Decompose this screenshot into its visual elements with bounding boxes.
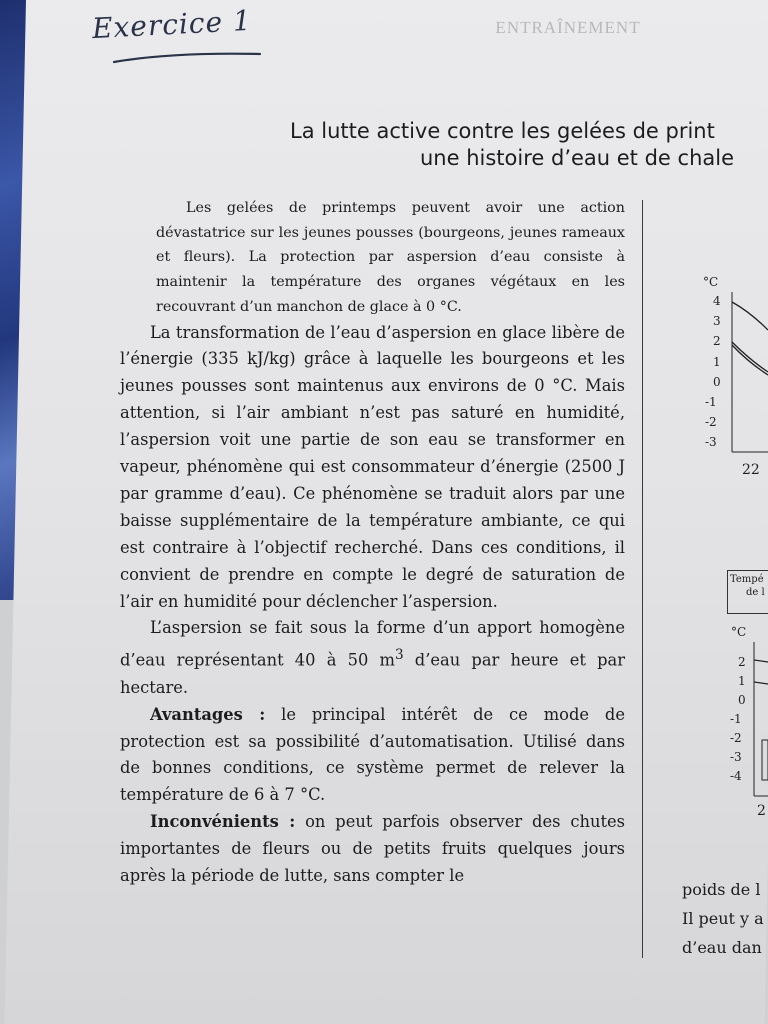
graph2-y-tick-5: -3 — [730, 750, 742, 764]
avantages-label: Avantages : — [150, 704, 266, 724]
paragraph-intro: Les gelées de printemps peuvent avoir une action dévastatrice sur les jeunes pousses (bourgeons, jeunes rameaux et fleurs). La protection par aspersion d’eau consiste à maintenir la température des organes végétaux en les recouvrant d’un manchon de glace à 0 °C. — [156, 200, 625, 315]
graph2-x-tick: 2 — [757, 803, 766, 819]
right-text-line-1: poids de l — [682, 880, 761, 899]
right-column-fragment — [645, 0, 768, 1024]
graph1-y-tick-4: 0 — [713, 374, 721, 389]
title-line-2: une histoire d’eau et de chale — [420, 146, 734, 170]
graph2-unit: °C — [731, 625, 747, 639]
inconvenients-text: on peut parfois observer des chutes importantes de fleurs ou de petits fruits quelques jours après la période de lutte, sans compter le — [120, 812, 625, 886]
handwritten-underline — [112, 48, 262, 66]
graph1-x-tick: 22 — [742, 462, 760, 478]
title-line-1: La lutte active contre les gelées de print — [290, 119, 715, 143]
graph1-y-tick-0: 4 — [713, 294, 721, 308]
right-text-line-3: d’eau dan — [682, 938, 762, 957]
graph2-y-tick-6: -4 — [730, 769, 742, 783]
paragraph-aspersion — [120, 615, 625, 701]
inconvenients-label: Inconvénients : — [150, 812, 296, 832]
graph2-plot — [645, 600, 768, 810]
graph2-y-tick-4: -2 — [730, 731, 742, 745]
paragraph-avantages — [120, 702, 625, 810]
graph1-y-tick-7: -3 — [705, 435, 717, 450]
graph1-y-tick-1: 3 — [713, 314, 721, 329]
handwritten-heading: Exercice 1 — [91, 3, 253, 46]
graph2-y-tick-0: 2 — [738, 655, 746, 669]
paragraph-transformation: La transformation de l’eau d’aspersion en glace libère de l’énergie (335 kJ/kg) grâce à laquelle les bourgeons et les jeunes pousses sont maintenus aux environs de 0 °C. Mais attention, si l’air ambiant n’est pas saturé en humidité, l’aspersion voit une partie de son eau se transformer en vapeur, phénomène qui est consommateur d’énergie (2500 J par gramme d’eau). Ce phénomène se traduit alors par une baisse supplémentaire de la température ambiante, ce qui est contraire à l’objectif recherché. Dans ces conditions, il convient de prendre en compte le degré de saturation de l’air en humidité pour déclencher l’aspersion. — [120, 322, 625, 611]
graph1-y-tick-2: 2 — [713, 334, 721, 349]
paragraph-aspersion-end: d’eau par heure et par hectare. — [120, 650, 625, 697]
graph2-y-tick-3: -1 — [730, 712, 742, 726]
graph1-y-tick-6: -2 — [705, 415, 717, 430]
avantages-text: le principal intérêt de ce mode de protection est sa possibilité d’automatisation. Utilisé dans de bonnes conditions, ce système permet de relever la température de 6 à 7 °C. — [120, 704, 625, 805]
right-text-line-2: Il peut y a — [682, 909, 764, 928]
paragraph-aspersion-start: L’aspersion se fait sous la forme d’un apport homogène d’eau représentant 40 à 50 m — [120, 618, 625, 670]
graph2-y-tick-1: 1 — [738, 674, 746, 688]
graph1-unit: °C — [703, 275, 719, 289]
graph1-plot — [645, 0, 768, 480]
graph2-caption-line2: de l — [746, 587, 765, 598]
main-text-column — [120, 196, 625, 890]
graph2-y-tick-2: 0 — [738, 693, 746, 707]
show-through-text: ENTRAÎNEMENT — [495, 18, 641, 37]
paragraph-inconvenients — [120, 809, 625, 890]
superscript-3: 3 — [394, 647, 404, 664]
graph2-caption-line1: Tempé — [730, 574, 764, 585]
column-divider — [642, 200, 643, 958]
graph1-y-tick-3: 1 — [713, 354, 721, 369]
graph1-y-tick-5: -1 — [705, 395, 717, 409]
